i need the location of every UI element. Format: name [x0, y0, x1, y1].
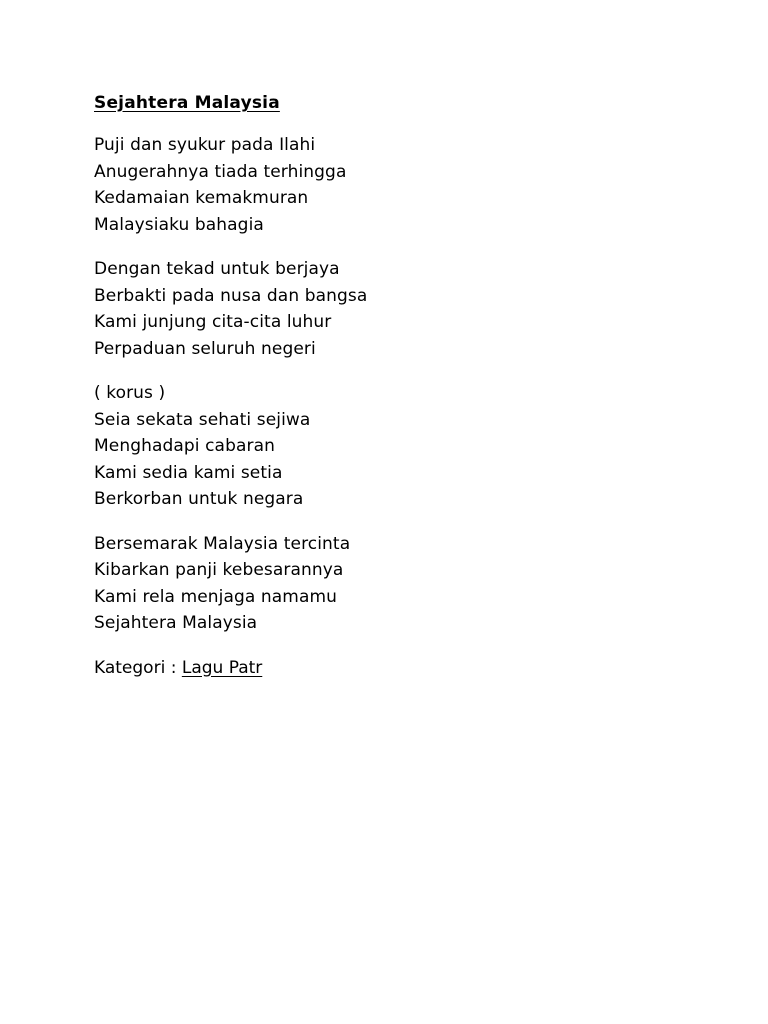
- lyric-line: Kami sedia kami setia: [94, 462, 283, 483]
- lyric-line: Kibarkan panji kebesarannya: [94, 560, 344, 580]
- stanza-2: [94, 256, 714, 362]
- lyric-line: Sejahtera Malaysia: [94, 613, 258, 633]
- stanza-chorus: [94, 380, 714, 513]
- lyric-line: Kami rela menjaga namamu: [94, 586, 338, 607]
- lyric-line: Anugerahnya tiada terhingga: [94, 161, 347, 182]
- category-line: [94, 655, 714, 681]
- document-page: [94, 90, 714, 681]
- lyric-line: Berbakti pada nusa dan bangsa: [94, 285, 368, 306]
- stanza-4: [94, 531, 714, 637]
- category-link[interactable]: Lagu Patr: [181, 657, 263, 678]
- lyric-line: Malaysiaku bahagia: [94, 214, 264, 235]
- document-title: Sejahtera Malaysia: [94, 93, 280, 113]
- lyric-line: Bersemarak Malaysia tercinta: [94, 533, 351, 554]
- lyric-line: Kedamaian kemakmuran: [94, 188, 309, 208]
- category-label: Kategori :: [94, 657, 182, 678]
- lyric-line: Puji dan syukur pada Ilahi: [94, 135, 316, 155]
- lyric-line: Perpaduan seluruh negeri: [94, 338, 316, 359]
- lyric-line: Seia sekata sehati sejiwa: [94, 409, 311, 430]
- stanza-1: [94, 132, 714, 238]
- lyric-line: Menghadapi cabaran: [94, 436, 275, 456]
- lyric-line: Berkorban untuk negara: [94, 489, 304, 509]
- lyric-line: Kami junjung cita-cita luhur: [94, 312, 332, 332]
- chorus-marker: ( korus ): [94, 383, 166, 403]
- lyric-line: Dengan tekad untuk berjaya: [94, 259, 340, 279]
